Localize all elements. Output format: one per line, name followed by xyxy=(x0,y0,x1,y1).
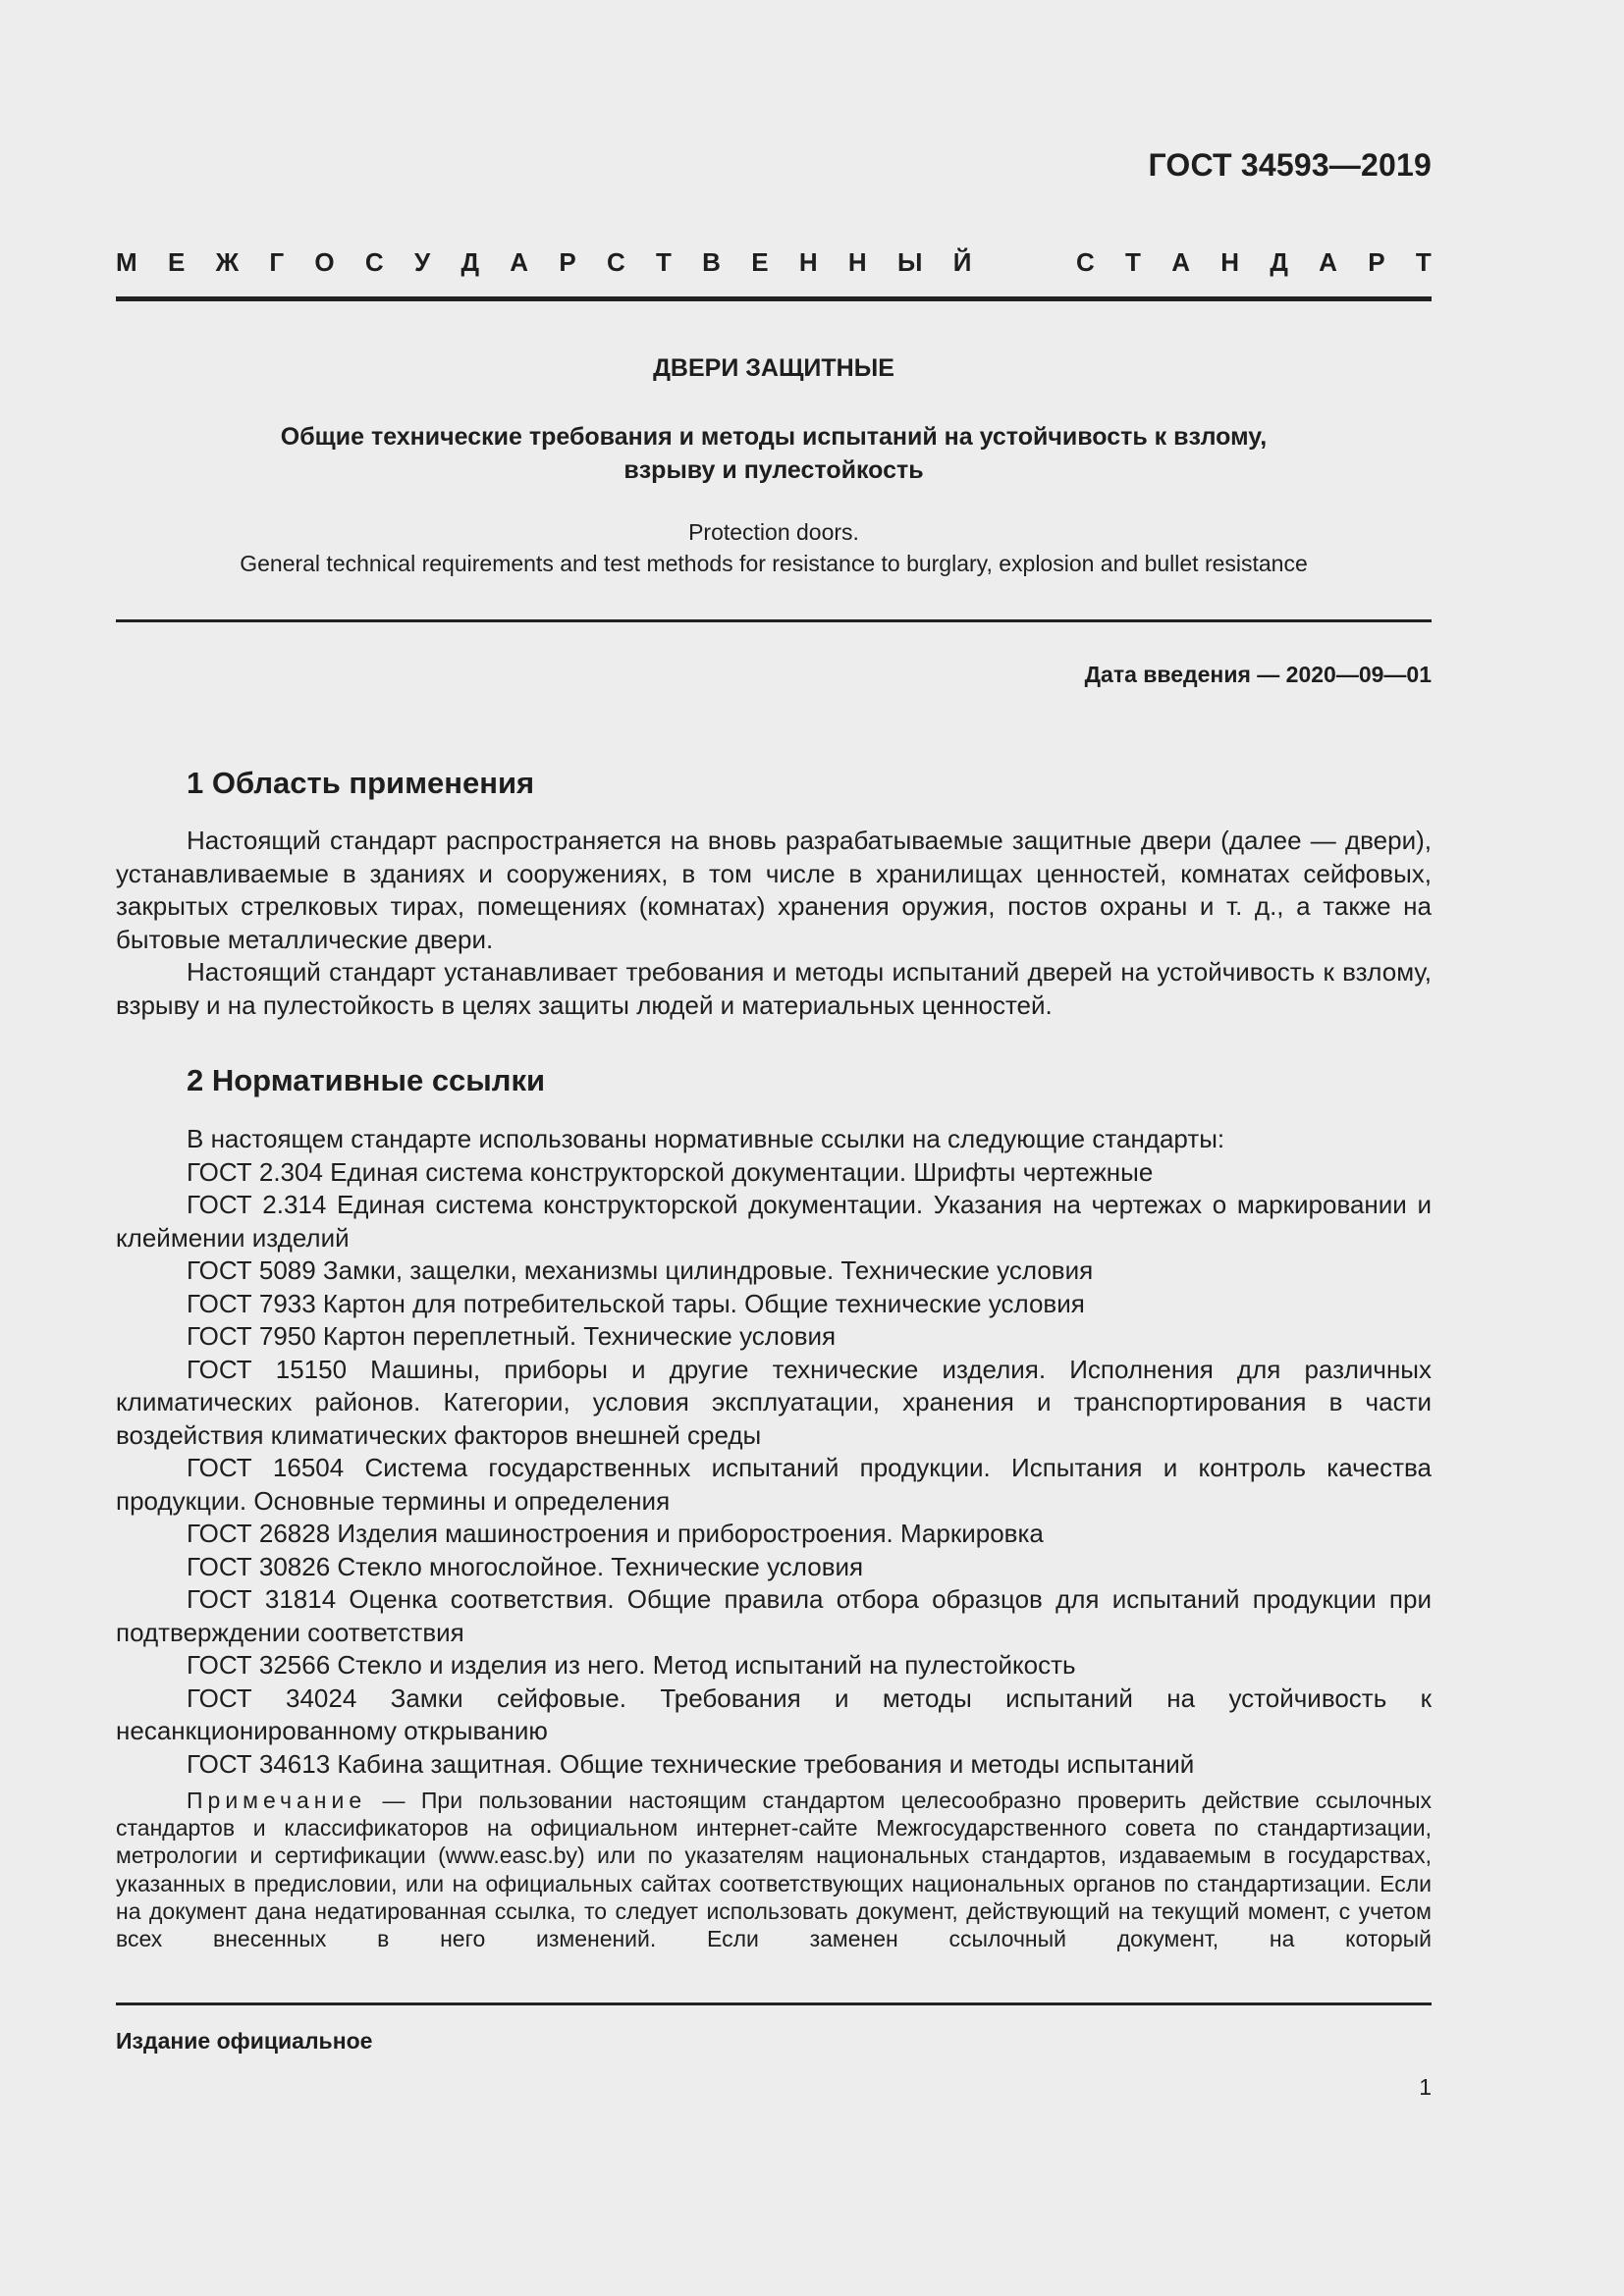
reference-item: ГОСТ 31814 Оценка соответствия. Общие правила отбора образцов для испытаний продукции при подтверждении соответствия xyxy=(116,1584,1432,1647)
footer-divider xyxy=(116,2002,1432,2005)
document-number: ГОСТ 34593—2019 xyxy=(1148,147,1432,183)
reference-item: ГОСТ 2.314 Единая система конструкторской документации. Указания на чертежах о маркировании и клеймении изделий xyxy=(116,1190,1432,1253)
section-1-paragraph: Настоящий стандарт распространяется на вновь разрабатываемые защитные двери (далее — двери), устанавливаемые в зданиях и сооружениях, в том числе в хранилищах ценностей, комнатах сейфовых, закрытых стрелковых тирах, помещениях (комнатах) хранения оружия, постов охраны и т. д., а также на бытовые металлические двери. xyxy=(116,826,1432,954)
english-title-line-1: Protection doors. xyxy=(688,519,859,545)
standard-type-heading: М Е Ж Г О С У Д А Р С Т В Е Н Н Ы Й С Т А Н Д А Р Т xyxy=(116,247,1432,277)
reference-item: ГОСТ 34024 Замки сейфовые. Требования и методы испытаний на устойчивость к несанкционированному открыванию xyxy=(116,1682,1432,1745)
section-1-body xyxy=(116,825,1432,1022)
section-1-heading: 1 Область применения xyxy=(187,766,535,800)
header-divider xyxy=(116,296,1432,301)
references-intro: В настоящем стандарте использованы нормативные ссылки на следующие стандарты: xyxy=(187,1124,1225,1153)
reference-item: ГОСТ 2.304 Единая система конструкторской документации. Шрифты чертежные xyxy=(187,1156,1154,1187)
reference-item: ГОСТ 26828 Изделия машиностроения и приборостроения. Маркировка xyxy=(187,1519,1044,1548)
reference-item: ГОСТ 15150 Машины, приборы и другие технические изделия. Исполнения для различных климатических районов. Категории, условия эксплуатации, хранения и транспортирования в части воздействия климатических факторов внешней среды xyxy=(116,1354,1432,1450)
reference-item: ГОСТ 7950 Картон переплетный. Технические условия xyxy=(187,1321,837,1351)
normative-references-list xyxy=(116,1123,1432,1781)
english-title xyxy=(116,516,1432,579)
note-text: — При пользовании настоящим стандартом целесообразно проверить действие ссылочных стандартов и классификаторов на официальном интернет-сайте Межгосударственного совета по стандартизации, метрологии и сертификации (www.easc.by) или по указателям национальных стандартов, издаваемым в государствах, указанных в предисловии, или на официальных сайтах соответствующих национальных органов по стандартизации. Если на документ дана недатированная ссылка, то следует использовать документ, действующий на текущий момент, с учетом всех внесенных в него изменений. Если заменен ссылочный документ, на который xyxy=(116,1788,1432,1952)
reference-item: ГОСТ 32566 Стекло и изделия из него. Метод испытаний на пулестойкость xyxy=(187,1650,1076,1680)
reference-item: ГОСТ 16504 Система государственных испытаний продукции. Испытания и контроль качества продукции. Основные термины и определения xyxy=(116,1453,1432,1516)
document-subtitle-line-1: Общие технические требования и методы испытаний на устойчивость к взлому, xyxy=(280,423,1268,451)
english-title-line-2: General technical requirements and test methods for resistance to burglary, explosion and bullet resistance xyxy=(240,551,1308,576)
note-block xyxy=(116,1787,1432,1952)
reference-item: ГОСТ 5089 Замки, защелки, механизмы цилиндровые. Технические условия xyxy=(187,1255,1094,1285)
introduction-date: Дата введения — 2020—09—01 xyxy=(1084,662,1432,687)
document-title: ДВЕРИ ЗАЩИТНЫЕ xyxy=(653,354,894,382)
reference-item: ГОСТ 7933 Картон для потребительской тары. Общие технические условия xyxy=(187,1288,1085,1318)
note-paragraph xyxy=(116,1787,1432,1952)
title-divider xyxy=(116,619,1432,622)
document-page xyxy=(116,0,1432,2296)
reference-item: ГОСТ 34613 Кабина защитная. Общие технические требования и методы испытаний xyxy=(187,1748,1195,1779)
section-2-heading: 2 Нормативные ссылки xyxy=(187,1063,546,1097)
note-label: Примечание xyxy=(187,1788,367,1813)
official-edition-label: Издание официальное xyxy=(116,2028,373,2054)
reference-item: ГОСТ 30826 Стекло многослойное. Технические условия xyxy=(187,1551,864,1581)
document-subtitle xyxy=(116,420,1432,487)
document-subtitle-line-2: взрыву и пулестойкость xyxy=(623,456,924,484)
section-1-paragraph: Настоящий стандарт устанавливает требования и методы испытаний дверей на устойчивость к взлому, взрыву и на пулестойкость в целях защиты людей и материальных ценностей. xyxy=(116,957,1432,1020)
page-number: 1 xyxy=(1419,2074,1432,2100)
